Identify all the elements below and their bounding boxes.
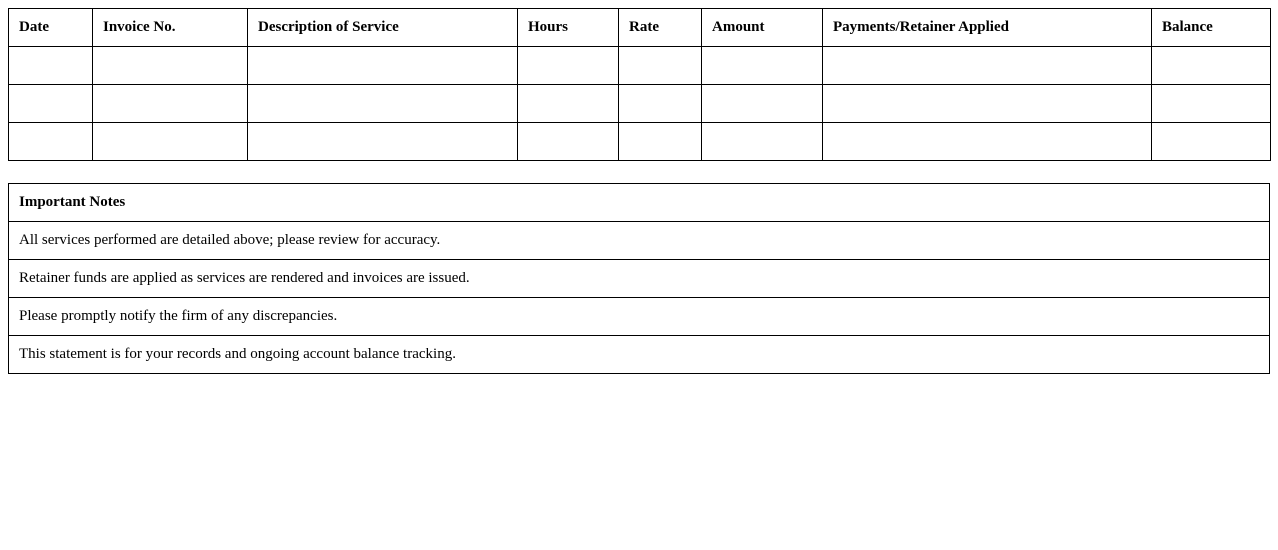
table-cell — [9, 85, 93, 123]
column-header-amount: Amount — [702, 9, 823, 47]
table-cell — [702, 123, 823, 161]
column-header-description: Description of Service — [248, 9, 518, 47]
table-header-row — [9, 9, 1271, 47]
table-cell — [1152, 123, 1271, 161]
notes-title: Important Notes — [9, 184, 1270, 222]
column-header-hours: Hours — [518, 9, 619, 47]
note-row — [9, 336, 1270, 374]
table-row — [9, 47, 1271, 85]
table-cell — [248, 123, 518, 161]
important-notes-table — [8, 183, 1270, 374]
table-cell — [823, 85, 1152, 123]
table-cell — [9, 123, 93, 161]
table-cell — [1152, 47, 1271, 85]
column-header-invoice-no: Invoice No. — [93, 9, 248, 47]
table-row — [9, 123, 1271, 161]
table-cell — [619, 123, 702, 161]
note-item: Retainer funds are applied as services are rendered and invoices are issued. — [9, 260, 1270, 298]
note-row — [9, 298, 1270, 336]
table-cell — [93, 123, 248, 161]
column-header-date: Date — [9, 9, 93, 47]
table-cell — [702, 47, 823, 85]
table-cell — [93, 85, 248, 123]
note-item: This statement is for your records and ongoing account balance tracking. — [9, 336, 1270, 374]
table-cell — [823, 47, 1152, 85]
table-cell — [9, 47, 93, 85]
table-cell — [518, 47, 619, 85]
column-header-balance: Balance — [1152, 9, 1271, 47]
notes-header-row — [9, 184, 1270, 222]
note-item: All services performed are detailed above; please review for accuracy. — [9, 222, 1270, 260]
table-cell — [93, 47, 248, 85]
table-cell — [702, 85, 823, 123]
table-cell — [619, 85, 702, 123]
note-row — [9, 222, 1270, 260]
table-cell — [1152, 85, 1271, 123]
table-cell — [518, 85, 619, 123]
table-cell — [518, 123, 619, 161]
table-cell — [619, 47, 702, 85]
column-header-rate: Rate — [619, 9, 702, 47]
table-cell — [248, 85, 518, 123]
note-row — [9, 260, 1270, 298]
table-row — [9, 85, 1271, 123]
billing-ledger-table — [8, 8, 1271, 161]
table-cell — [248, 47, 518, 85]
table-cell — [823, 123, 1152, 161]
note-item: Please promptly notify the firm of any discrepancies. — [9, 298, 1270, 336]
column-header-payments-applied: Payments/Retainer Applied — [823, 9, 1152, 47]
